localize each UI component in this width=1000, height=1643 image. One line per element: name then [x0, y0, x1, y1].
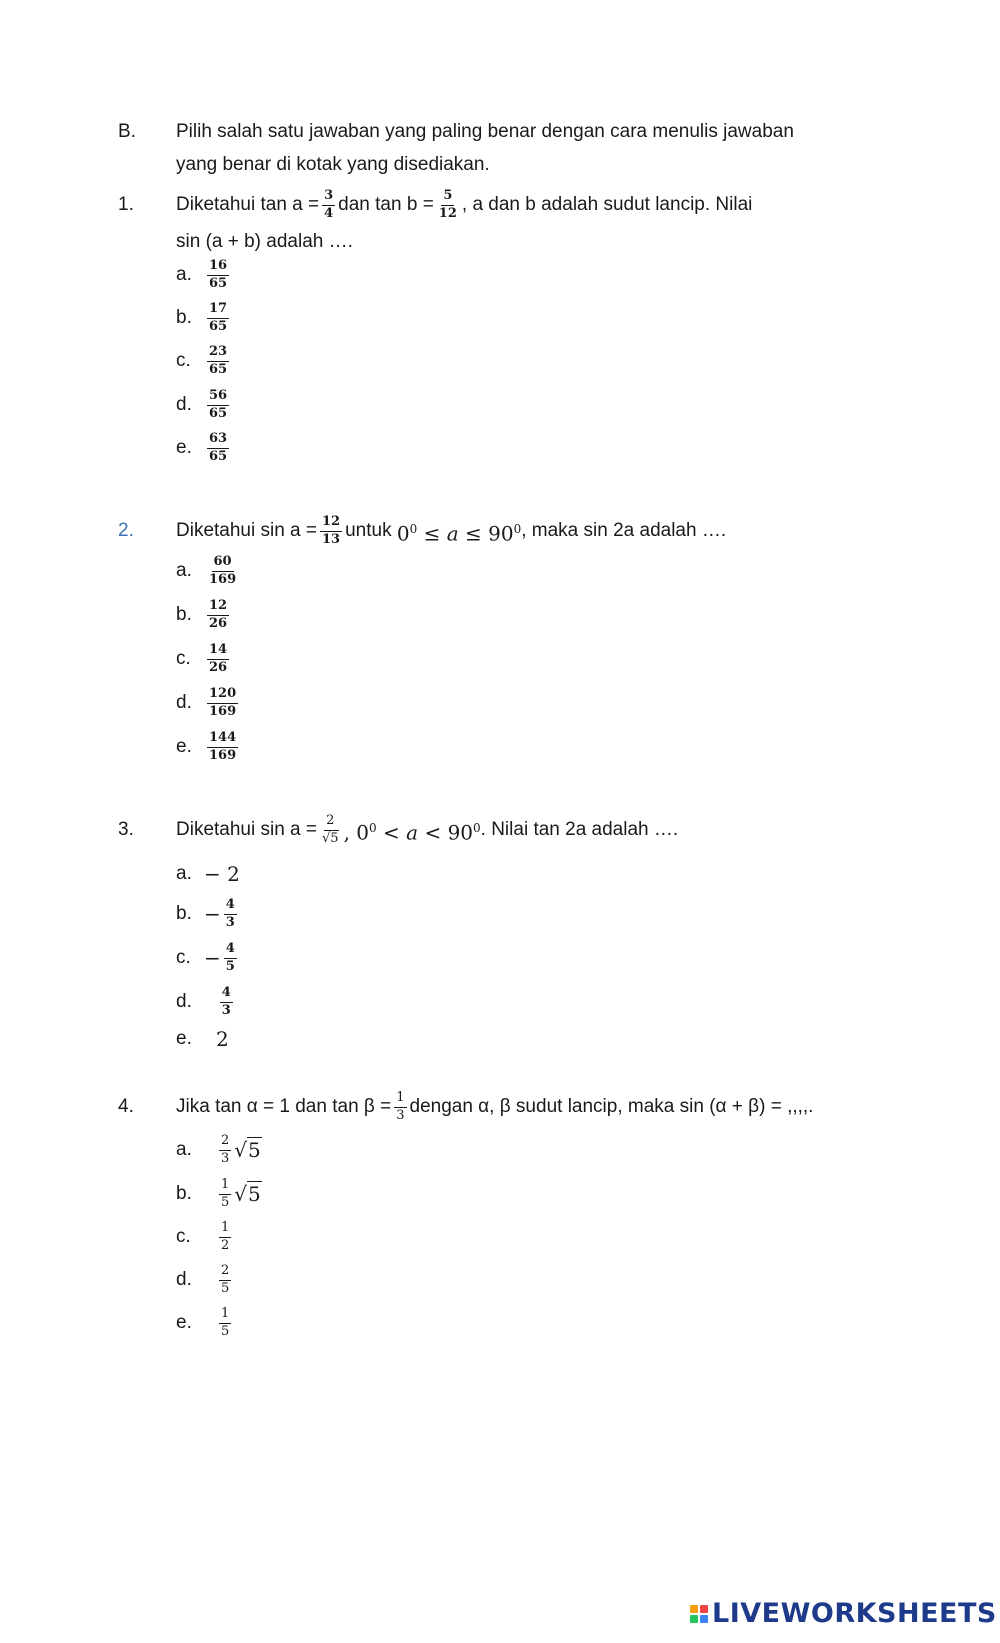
q1-number: 1.	[118, 194, 134, 215]
q1-fraction-tan-a: $\frac{3}{4}$	[324, 188, 334, 221]
section-label: B.	[118, 121, 136, 142]
q2-stem	[176, 511, 726, 551]
q3-fraction-sin-a: $\frac{2}{√5}$	[322, 813, 339, 846]
q1-option-d[interactable]: d. $\frac{56}{65}$	[176, 388, 228, 421]
q3-number: 3.	[118, 819, 134, 840]
q4-fraction-tan-beta: $\frac{1}{3}$	[396, 1090, 405, 1123]
q1-option-e[interactable]: e. $\frac{63}{65}$	[176, 431, 228, 464]
q3-option-a[interactable]: a. − 2	[176, 862, 240, 886]
logo-grid-icon	[690, 1605, 708, 1623]
q3-option-b[interactable]: b. − $\frac{4}{3}$	[176, 897, 235, 930]
q1-stem	[176, 185, 752, 225]
q2-option-e[interactable]: e. $\frac{144}{169}$	[176, 730, 237, 763]
q1-option-a[interactable]: a. $\frac{16}{65}$	[176, 258, 228, 291]
q2-option-a[interactable]: a. $\frac{60}{169}$	[176, 554, 237, 587]
q2-text-1: Diketahui sin a =	[176, 520, 317, 541]
q1-option-b[interactable]: b. $\frac{17}{65}$	[176, 301, 228, 334]
liveworksheets-logo	[690, 1598, 997, 1629]
q2-number: 2.	[118, 520, 134, 541]
q3-stem	[176, 810, 678, 850]
q3-text-1: Diketahui sin a =	[176, 819, 317, 840]
q4-option-a[interactable]: a. $\frac{2}{3}$ √5	[176, 1133, 261, 1166]
q1-line-2: sin (a + b) adalah ….	[176, 231, 353, 252]
q1-text-2: dan tan b =	[338, 194, 434, 215]
q4-stem	[176, 1087, 813, 1127]
q3-inequality: , $0^0 < a < 90^0$	[343, 820, 481, 845]
q2-option-c[interactable]: c. $\frac{14}{26}$	[176, 642, 228, 675]
q1-fraction-tan-b: $\frac{5}{12}$	[438, 188, 457, 221]
q4-option-c[interactable]: c. $\frac{1}{2}$	[176, 1220, 230, 1253]
q3-option-e[interactable]: e. 2	[176, 1027, 229, 1051]
q2-option-b[interactable]: b. $\frac{12}{26}$	[176, 598, 228, 631]
q1-text-1: Diketahui tan a =	[176, 194, 320, 215]
q2-fraction-sin-a: $\frac{12}{13}$	[322, 514, 341, 547]
q4-option-b[interactable]: b. $\frac{1}{5}$ √5	[176, 1177, 261, 1210]
q2-inequality: $0^0 \le a \le 90^0$	[396, 521, 522, 546]
q4-option-e[interactable]: e. $\frac{1}{5}$	[176, 1306, 230, 1339]
instruction-line-1: Pilih salah satu jawaban yang paling benar dengan cara menulis jawaban	[176, 121, 794, 142]
instruction-line-2: yang benar di kotak yang disediakan.	[176, 154, 490, 175]
q3-option-d[interactable]: d. $\frac{4}{3}$	[176, 985, 231, 1018]
q2-text-2: untuk	[345, 520, 392, 541]
q3-option-c[interactable]: c. − $\frac{4}{5}$	[176, 941, 235, 974]
q2-option-d[interactable]: d. $\frac{120}{169}$	[176, 686, 237, 719]
q2-text-3: , maka sin 2a adalah ….	[521, 520, 727, 541]
q1-option-c[interactable]: c. $\frac{23}{65}$	[176, 344, 228, 377]
q3-text-3: . Nilai tan 2a adalah ….	[480, 819, 679, 840]
q4-text-2: dengan α, β sudut lancip, maka sin (α + β) = ,,,,.	[409, 1096, 814, 1117]
q4-option-d[interactable]: d. $\frac{2}{5}$	[176, 1263, 230, 1296]
logo-text: LIVEWORKSHEETS	[712, 1598, 997, 1629]
q4-number: 4.	[118, 1096, 134, 1117]
q1-text-3: , a dan b adalah sudut lancip. Nilai	[461, 194, 753, 215]
q4-text-1: Jika tan α = 1 dan tan β =	[176, 1096, 392, 1117]
